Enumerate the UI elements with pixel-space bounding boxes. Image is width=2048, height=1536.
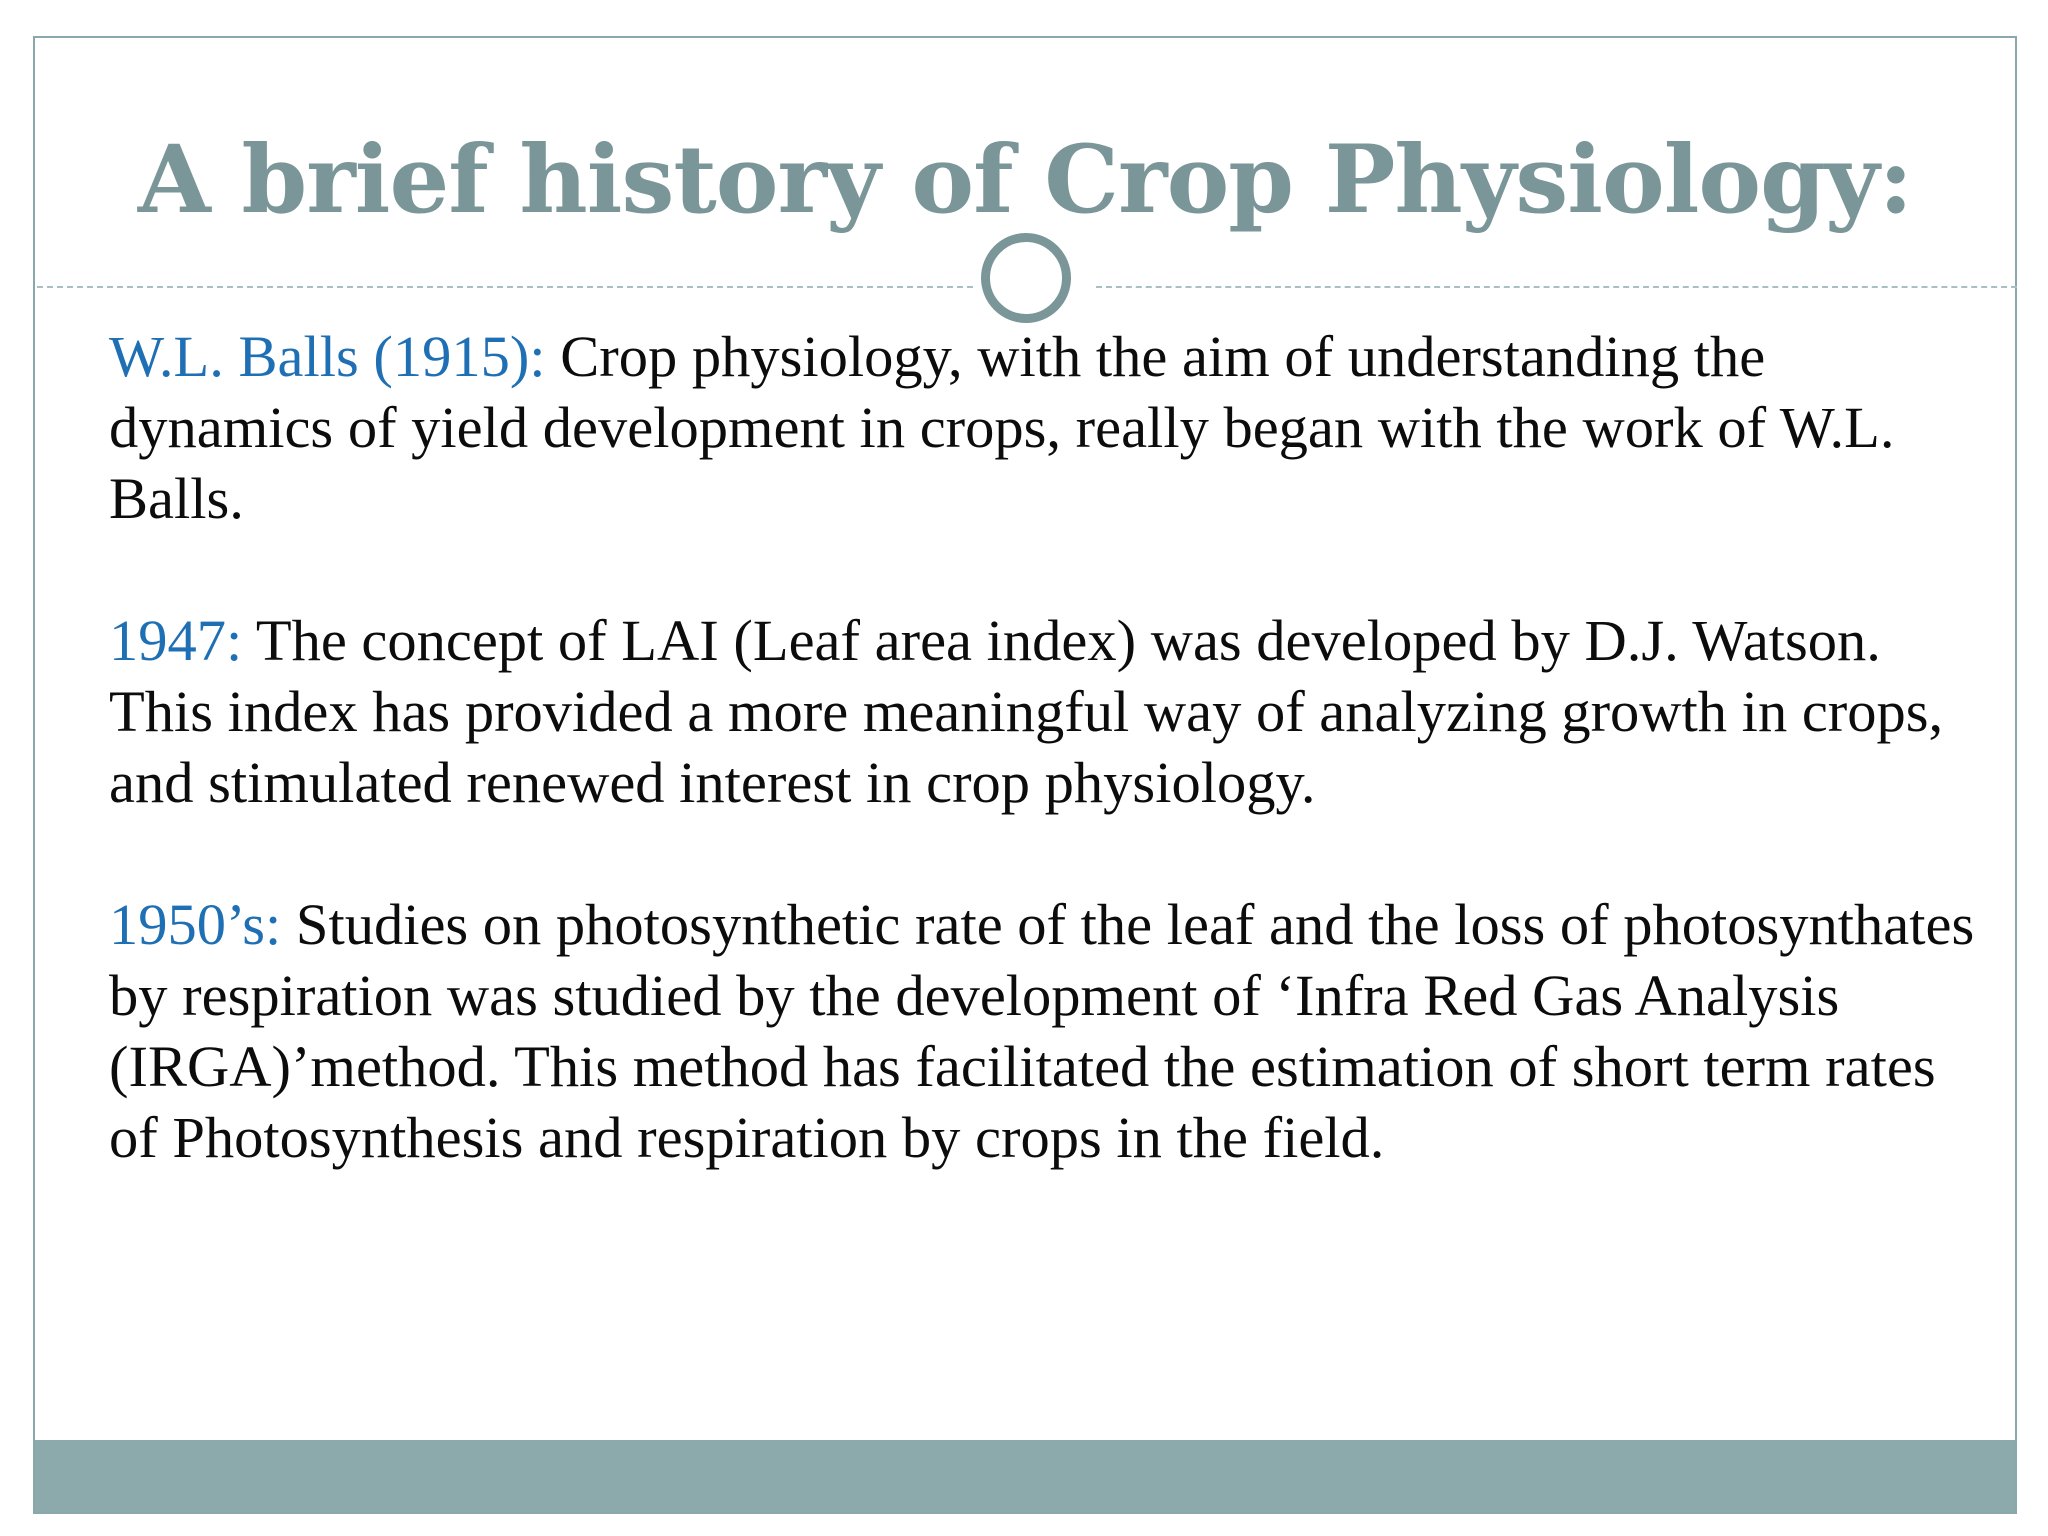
divider-circle-icon <box>981 233 1071 323</box>
paragraph-lead: 1950’s: <box>109 892 282 957</box>
slide <box>33 36 2017 1514</box>
paragraph-text: Crop physiology, with the aim of understanding the dynamics of yield development in crops, really began with the work of W.L. Balls. <box>109 324 1895 531</box>
paragraph-balls <box>109 321 1989 534</box>
slide-title: A brief history of Crop Physiology: <box>137 125 1913 235</box>
paragraph-lead: 1947: <box>109 608 243 673</box>
footer-bar <box>35 1440 2015 1512</box>
paragraph-text: The concept of LAI (Leaf area index) was developed by D.J. Watson. This index has provided a more meaningful way of analyzing growth in crops, and stimulated renewed interest in crop physiology. <box>109 608 1944 815</box>
paragraph-text: Studies on photosynthetic rate of the leaf and the loss of photosynthates by respiration was studied by the development of ‘Infra Red Gas Analysis (IRGA)’method. This method has facilitated the estimation of short term rates of Photosynthesis and respiration by crops in the field. <box>109 892 1975 1170</box>
divider-line-left <box>37 286 973 288</box>
slide-body <box>109 321 1989 1244</box>
paragraph-lead: W.L. Balls (1915): <box>109 324 546 389</box>
divider-line-right <box>1096 286 2017 288</box>
paragraph-1947 <box>109 605 1989 818</box>
paragraph-1950s <box>109 889 1989 1173</box>
